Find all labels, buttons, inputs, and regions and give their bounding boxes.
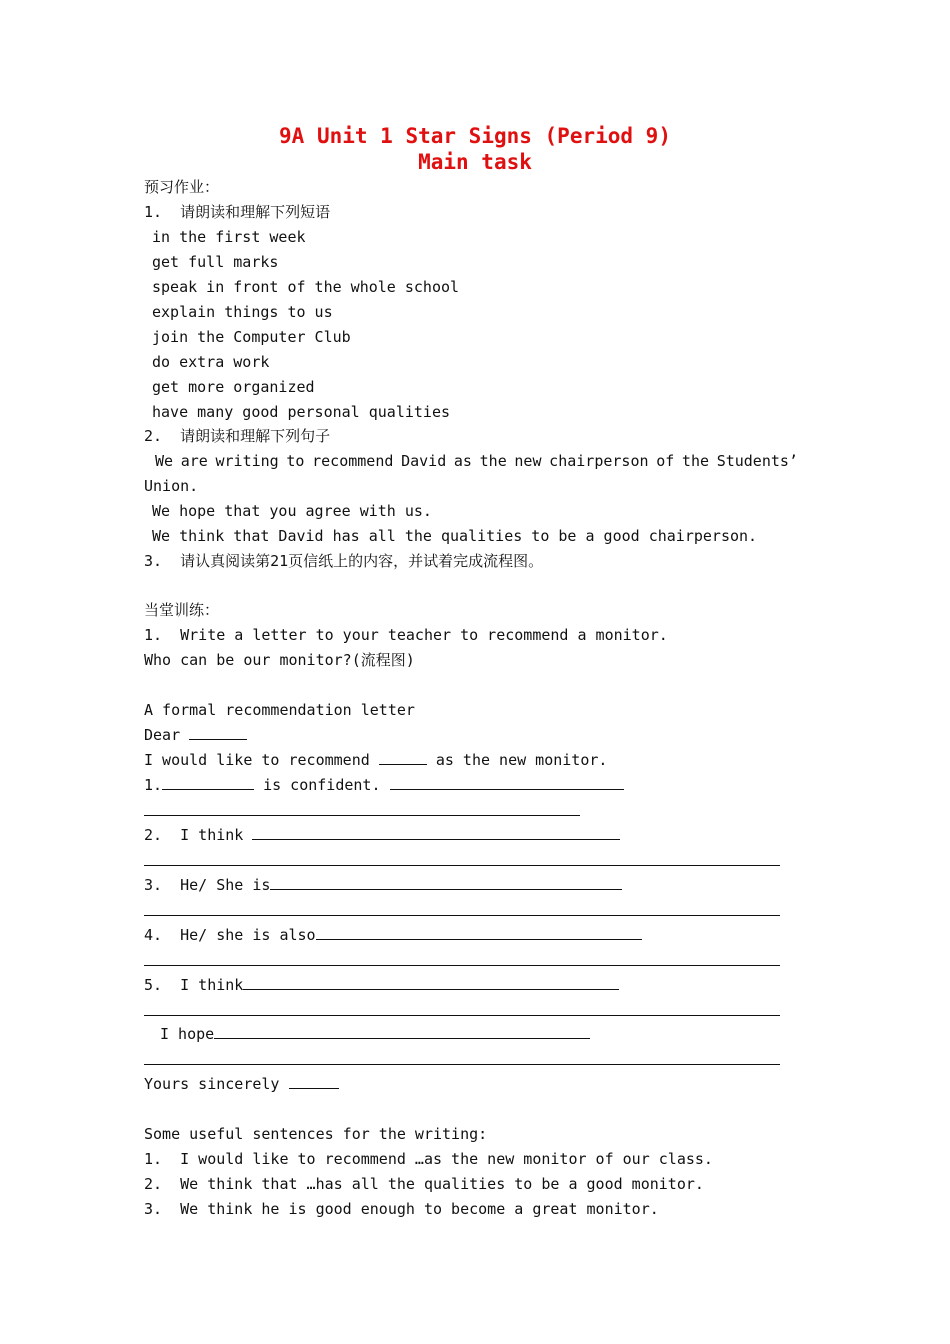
line-5-blank[interactable] xyxy=(243,975,619,990)
hope-continuation-rule[interactable] xyxy=(144,1064,780,1065)
line-3-blank[interactable] xyxy=(270,875,622,890)
letter-line-2: 2. I think xyxy=(144,825,620,845)
task-3-instruction: 3. 请认真阅读第21页信纸上的内容，并试着完成流程图。 xyxy=(144,552,544,570)
letter-dear: Dear xyxy=(144,725,247,745)
letter-line-5: 5. I think xyxy=(144,975,619,995)
sentence-2: We hope that you agree with us. xyxy=(152,502,432,520)
line-1-detail-blank[interactable] xyxy=(390,775,624,790)
line-3-continuation-rule[interactable] xyxy=(144,915,780,916)
phrase-item: get full marks xyxy=(152,253,279,271)
hope-blank[interactable] xyxy=(214,1024,590,1039)
line-4-continuation-rule[interactable] xyxy=(144,965,780,966)
line-2-blank[interactable] xyxy=(252,825,620,840)
useful-heading: Some useful sentences for the writing: xyxy=(144,1125,488,1143)
practice-question: Who can be our monitor?(流程图) xyxy=(144,651,415,669)
line-1-continuation-rule[interactable] xyxy=(144,815,580,816)
useful-sentence: 3. We think he is good enough to become a great monitor. xyxy=(144,1200,659,1218)
letter-hope: I hope xyxy=(160,1024,590,1044)
letter-label: A formal recommendation letter xyxy=(144,701,415,719)
line-4-blank[interactable] xyxy=(316,925,642,940)
letter-closing: Yours sincerely xyxy=(144,1074,339,1094)
phrase-item: have many good personal qualities xyxy=(152,403,451,421)
phrase-item: get more organized xyxy=(152,378,315,396)
letter-line-1: 1. is confident. xyxy=(144,775,624,795)
phrase-item: explain things to us xyxy=(152,303,333,321)
recommend-name-blank[interactable] xyxy=(379,750,427,765)
title-line-1: 9A Unit 1 Star Signs (Period 9) xyxy=(279,124,671,148)
line-5-continuation-rule[interactable] xyxy=(144,1015,780,1016)
sentence-1-end: Union. xyxy=(144,477,199,495)
phrase-item: speak in front of the whole school xyxy=(152,278,460,296)
task-1-instruction: 1. 请朗读和理解下列短语 xyxy=(144,203,331,221)
phrase-item: do extra work xyxy=(152,353,270,371)
sentence-1: We are writing to recommend David as the new chairperson of the Students’ xyxy=(155,452,798,470)
task-2-instruction: 2. 请朗读和理解下列句子 xyxy=(144,427,331,445)
preview-heading: 预习作业： xyxy=(144,178,220,196)
dear-blank[interactable] xyxy=(189,725,247,740)
phrase-item: in the first week xyxy=(152,228,306,246)
letter-recommend: I would like to recommend as the new monitor. xyxy=(144,751,608,769)
title-line-2: Main task xyxy=(418,150,532,174)
line-2-continuation-rule[interactable] xyxy=(144,865,780,866)
useful-sentence: 1. I would like to recommend …as the new monitor of our class. xyxy=(144,1150,713,1168)
signature-blank[interactable] xyxy=(289,1074,339,1089)
letter-line-3: 3. He/ She is xyxy=(144,875,622,895)
useful-sentence: 2. We think that …has all the qualities to be a good monitor. xyxy=(144,1175,704,1193)
practice-item-1: 1. Write a letter to your teacher to recommend a monitor. xyxy=(144,626,668,644)
letter-line-4: 4. He/ she is also xyxy=(144,925,642,945)
phrase-item: join the Computer Club xyxy=(152,328,351,346)
line-1-name-blank[interactable] xyxy=(162,775,254,790)
practice-heading: 当堂训练： xyxy=(144,601,220,619)
sentence-3: We think that David has all the qualities to be a good chairperson. xyxy=(152,527,758,545)
